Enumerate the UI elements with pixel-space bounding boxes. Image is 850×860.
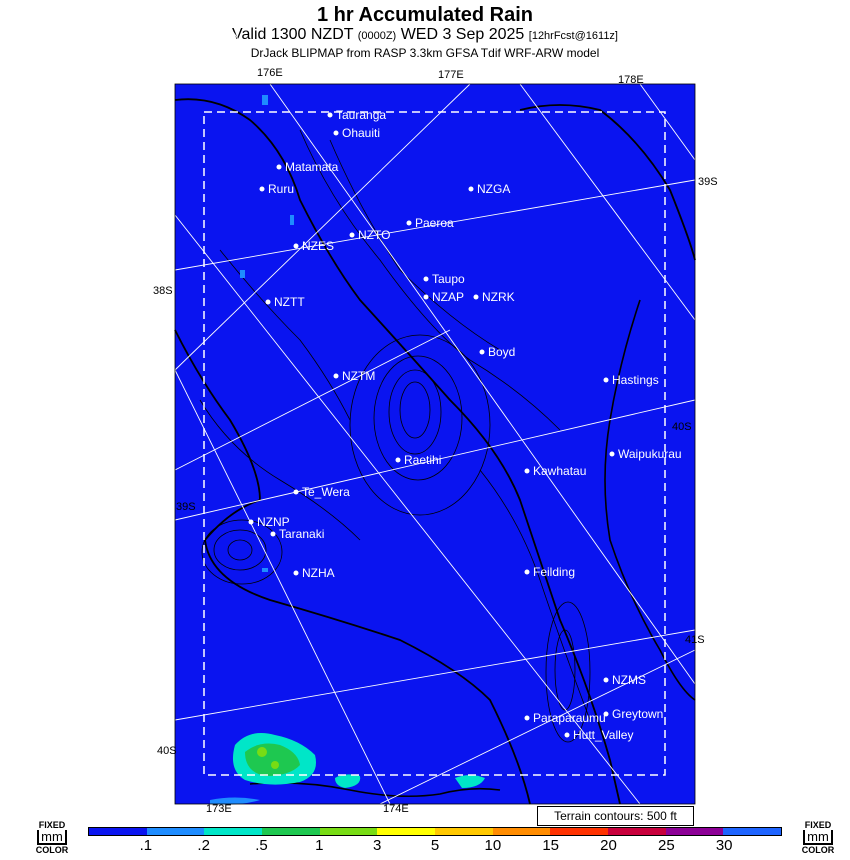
place-label: NZAP [432, 290, 465, 304]
place-label: Hastings [612, 373, 659, 387]
colorbar-swatch [435, 828, 493, 835]
lat-label: 39S [176, 501, 196, 513]
place-label: NZHA [302, 566, 335, 580]
place-label: Boyd [488, 345, 516, 359]
colorbar [88, 827, 782, 836]
valid-prefix: Valid 1300 NZDT [232, 26, 354, 43]
place-label: Hutt_Valley [573, 728, 634, 742]
terrain-contour-note: Terrain contours: 500 ft [537, 806, 694, 826]
place-label: Ohauiti [342, 126, 381, 140]
lat-label: 40S [157, 745, 177, 757]
place-label: NZMS [612, 673, 646, 687]
colorbar-tick-label: 15 [542, 837, 559, 854]
colorbar-tick-label: .2 [197, 837, 210, 854]
place-label: Paeroa [415, 216, 454, 230]
place-label: Matamata [285, 160, 339, 174]
colorbar-swatch [666, 828, 724, 835]
colorbar-tick-label: 25 [657, 837, 675, 854]
lon-label: 176E [257, 67, 283, 79]
place-label: Feilding [533, 565, 576, 579]
colorbar-swatch [147, 828, 205, 835]
lat-label: 39S [698, 176, 718, 188]
lat-label: 41S [685, 634, 705, 646]
place-label: NZTT [274, 295, 305, 309]
colorbar-swatch [550, 828, 608, 835]
place-label: Tauranga [336, 108, 387, 122]
valid-forecast: [12hrFcst@1611z] [528, 30, 618, 42]
colorbar-tick-label: 5 [430, 837, 440, 854]
place-label: Te_Wera [302, 485, 350, 499]
colorbar-tick-label: .1 [139, 837, 153, 854]
place-label: Paraparaumu [533, 711, 606, 725]
unit-label: mm [37, 830, 67, 845]
colorbar-swatch [89, 828, 147, 835]
valid-utc: (0000Z) [357, 30, 397, 42]
map-background [175, 84, 695, 804]
lon-label: 177E [438, 69, 464, 81]
place-label: NZNP [257, 515, 290, 529]
place-label: Greytown [612, 707, 664, 721]
colorbar-right-label [794, 820, 842, 855]
lat-label: 38S [153, 285, 173, 297]
valid-date: WED 3 Sep 2025 [400, 26, 525, 43]
colorbar-swatch [320, 828, 378, 835]
fixed-label: FIXED [38, 820, 66, 830]
colorbar-swatch [608, 828, 666, 835]
colorbar-tick-label: .5 [255, 837, 268, 854]
fixed-label: FIXED [804, 820, 832, 830]
color-label: COLOR [801, 845, 835, 855]
colorbar-tick-label: 10 [484, 837, 502, 854]
colorbar-left-label [28, 820, 76, 855]
model-description: DrJack BLIPMAP from RASP 3.3km GFSA Tdif WRF-ARW model [250, 46, 600, 60]
colorbar-swatch [204, 828, 262, 835]
colorbar-tick-label: 20 [600, 837, 617, 854]
colorbar-swatch [493, 828, 551, 835]
place-label: NZES [302, 239, 335, 253]
place-label: NZGA [477, 182, 511, 196]
place-label: Waipukurau [618, 447, 682, 461]
lat-label: 40S [672, 421, 692, 433]
colorbar-tick-label: 1 [315, 837, 324, 854]
place-label: NZTM [342, 369, 376, 383]
colorbar-tick-label: 3 [372, 837, 382, 854]
place-label: NZTO [358, 228, 391, 242]
chart-title: 1 hr Accumulated Rain [317, 4, 533, 26]
place-label: Ruru [268, 182, 295, 196]
lon-label: 173E [206, 803, 232, 815]
unit-label: mm [803, 830, 833, 845]
colorbar-tick-label: 30 [715, 837, 733, 854]
colorbar-swatch [377, 828, 435, 835]
lon-label: 174E [383, 803, 409, 815]
colorbar-swatch [723, 828, 781, 835]
place-label: Kawhatau [533, 464, 587, 478]
place-label: Taranaki [279, 527, 325, 541]
place-label: Taupo [432, 272, 465, 286]
place-label: Raetihi [404, 453, 442, 467]
lon-label: 178E [618, 74, 644, 86]
place-label: NZRK [482, 290, 515, 304]
colorbar-swatch [262, 828, 320, 835]
color-label: COLOR [35, 845, 69, 855]
